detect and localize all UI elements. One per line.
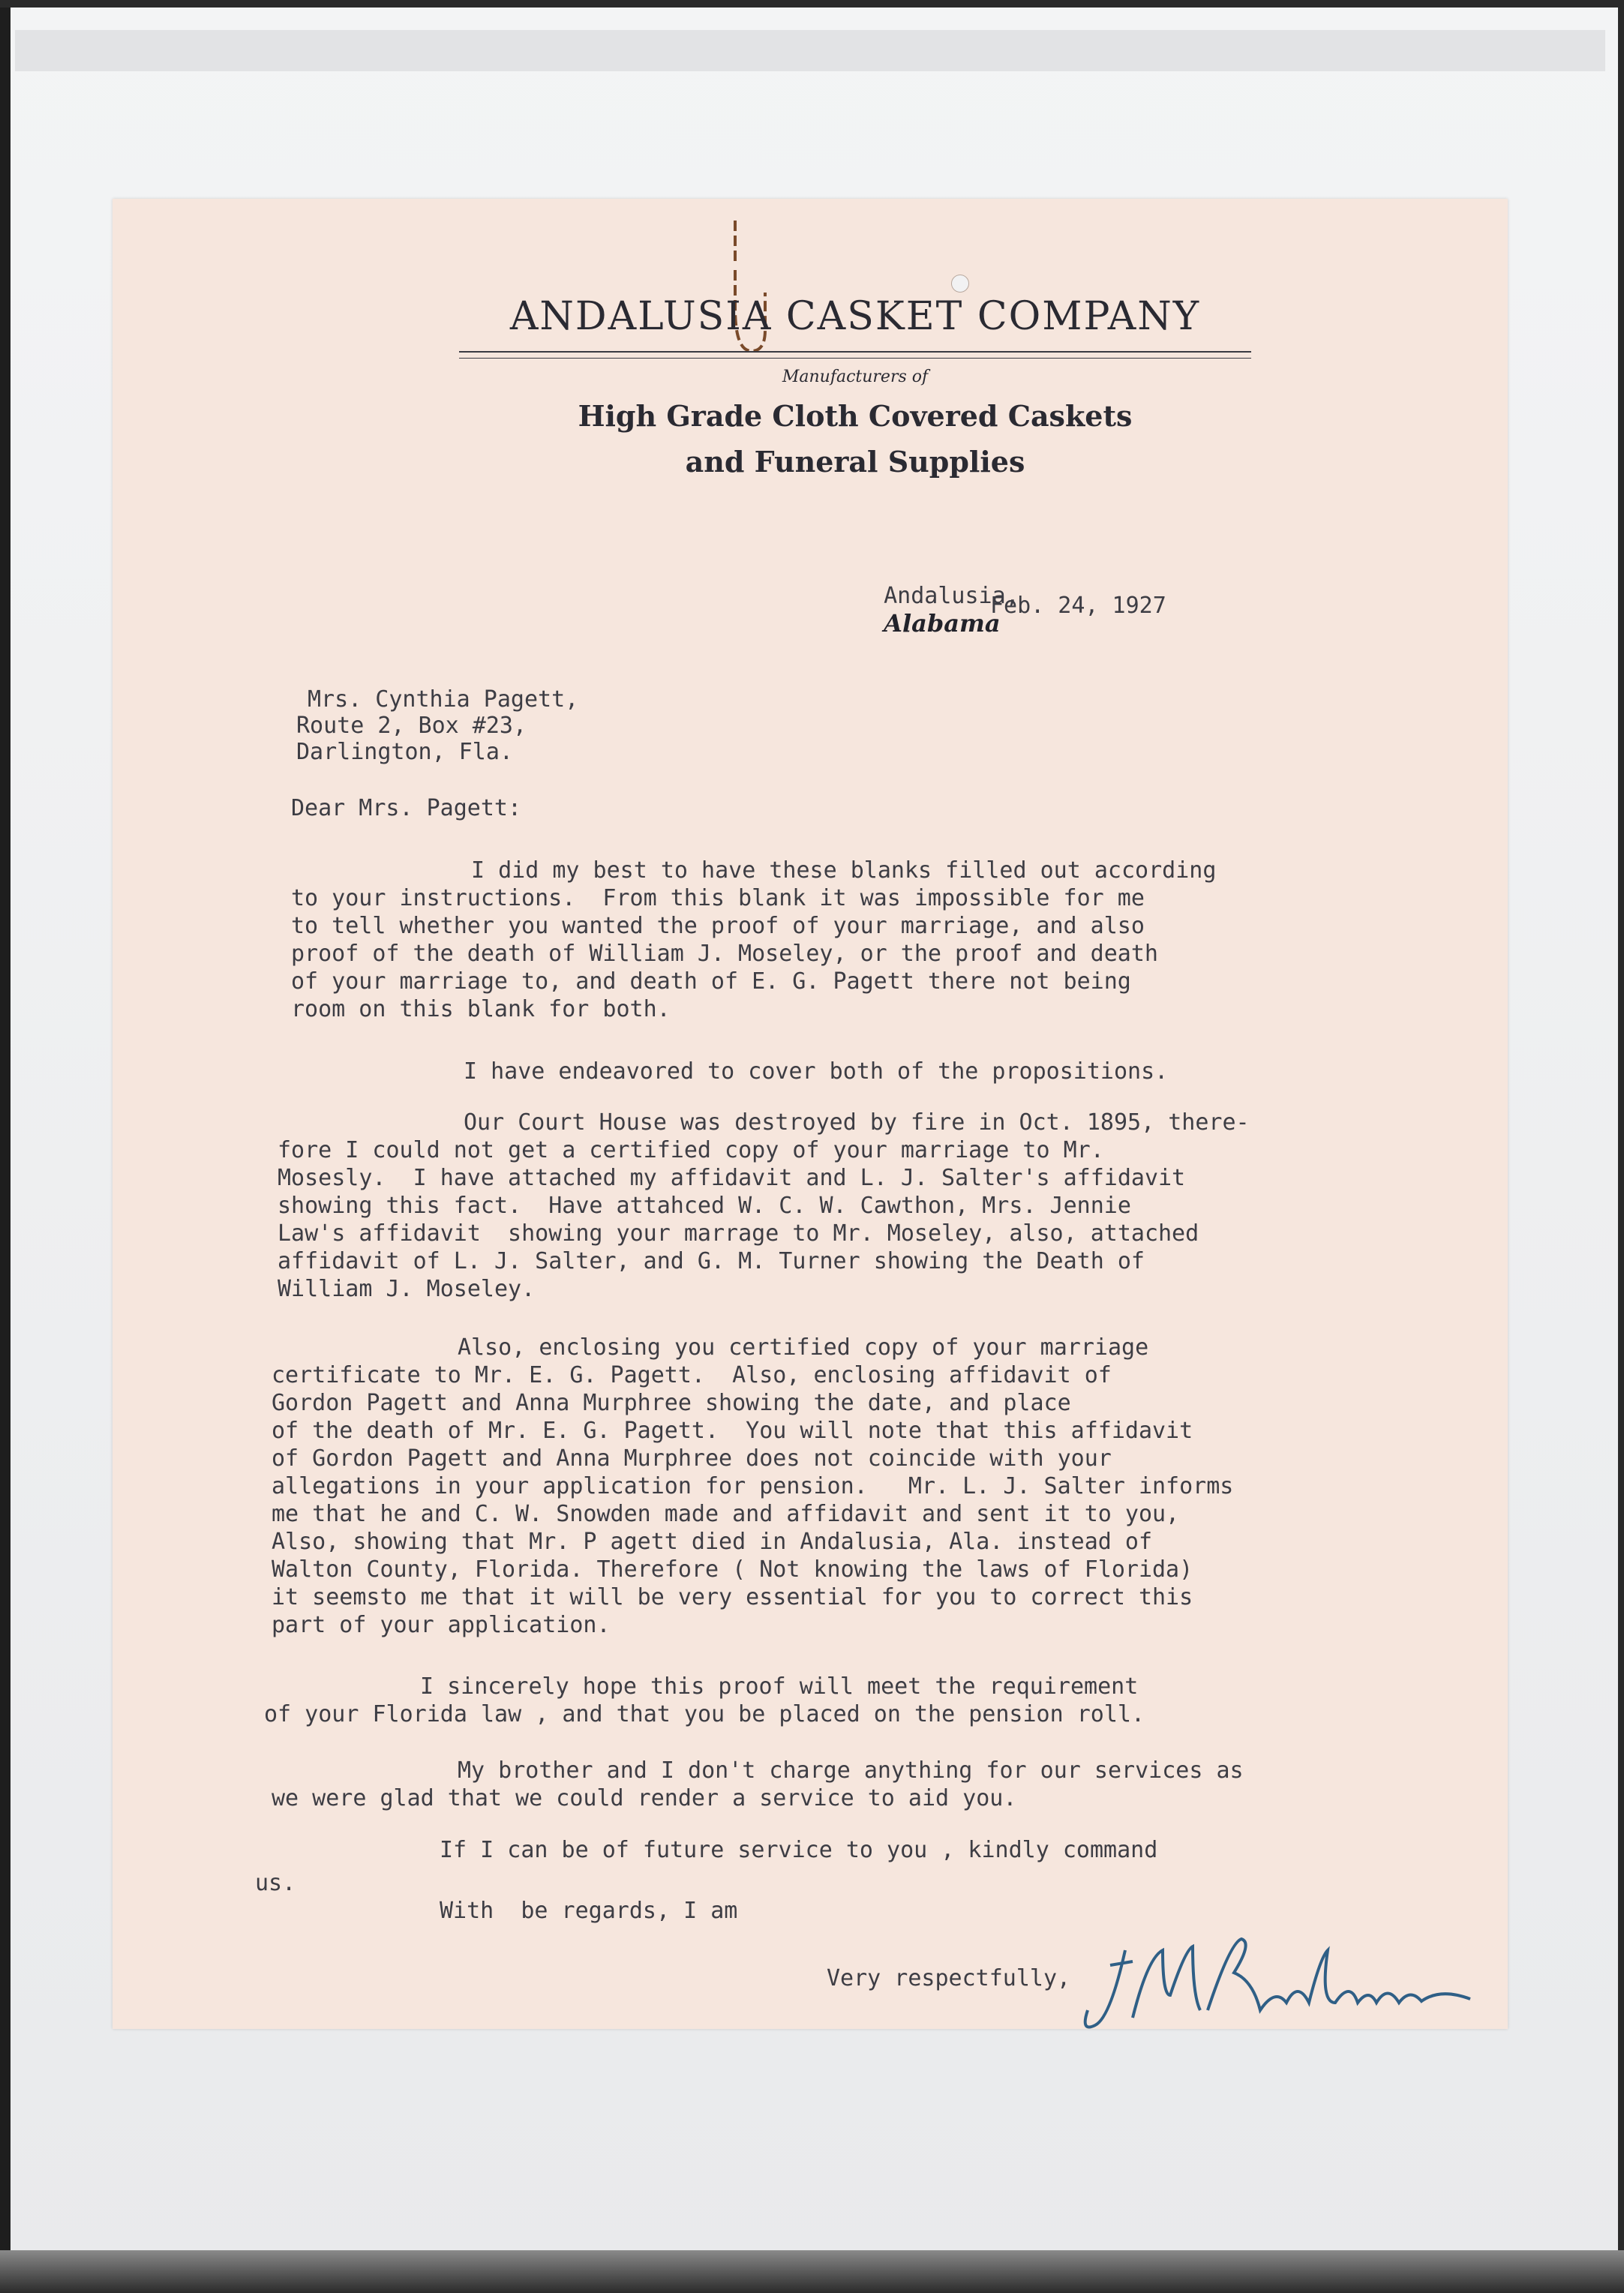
text-line: part of your application. xyxy=(272,1612,611,1638)
text-line: of Gordon Pagett and Anna Murphree does not coincide with your xyxy=(272,1445,1112,1472)
text-line: room on this blank for both. xyxy=(291,996,671,1022)
scanner-top-band xyxy=(15,30,1605,71)
recipient-address-2: Darlington, Fla. xyxy=(296,739,513,765)
scanner-top-edge xyxy=(0,0,1624,8)
text-line: to your instructions. From this blank it was impossible for me xyxy=(291,885,1145,911)
scanner-left-edge xyxy=(0,0,11,2293)
text-line: Mosesly. I have attached my affidavit and L. J. Salter's affidavit xyxy=(278,1165,1186,1191)
text-line: Gordon Pagett and Anna Murphree showing the date, and place xyxy=(272,1390,1071,1416)
manufacturers-of: Manufacturers of xyxy=(782,368,929,386)
text-line: affidavit of L. J. Salter, and G. M. Turner showing the Death of xyxy=(278,1248,1145,1274)
text-line: of the death of Mr. E. G. Pagett. You will note that this affidavit xyxy=(272,1418,1193,1444)
signature xyxy=(1080,1928,1500,2040)
product-line-2: and Funeral Supplies xyxy=(685,445,1025,479)
text-line: me that he and C. W. Snowden made and affidavit and sent it to you, xyxy=(272,1501,1180,1527)
text-line: showing this fact. Have attahced W. C. W. Cawthon, Mrs. Jennie xyxy=(278,1193,1131,1219)
text-line: fore I could not get a certified copy of your marriage to Mr. xyxy=(278,1137,1104,1163)
scanner-bottom-edge xyxy=(0,2250,1624,2293)
text-line: Also, showing that Mr. P agett died in Andalusia, Ala. instead of xyxy=(272,1529,1152,1555)
product-line-1: High Grade Cloth Covered Caskets xyxy=(578,399,1133,433)
letterhead-rule-thin xyxy=(459,358,1251,359)
recipient-name: Mrs. Cynthia Pagett, xyxy=(308,686,579,713)
text-line: If I can be of future service to you , kindly command xyxy=(440,1837,1158,1863)
salutation: Dear Mrs. Pagett: xyxy=(291,795,522,821)
paragraph-4 xyxy=(272,1334,1233,1639)
text-line: William J. Moseley. xyxy=(278,1276,536,1302)
text-line: My brother and I don't charge anything for our services as xyxy=(458,1757,1244,1784)
dateline-city: Andalusia, Alabama xyxy=(884,583,1019,638)
paragraph-2 xyxy=(464,1058,1168,1085)
company-name: ANDALUSIA CASKET COMPANY xyxy=(509,294,1201,339)
letterhead-rule xyxy=(459,351,1251,353)
text-line: Walton County, Florida. Therefore ( Not knowing the laws of Florida) xyxy=(272,1556,1193,1583)
text-line: certificate to Mr. E. G. Pagett. Also, enclosing affidavit of xyxy=(272,1362,1112,1388)
text-line: Our Court House was destroyed by fire in Oct. 1895, there- xyxy=(464,1109,1250,1136)
text-line: of your marriage to, and death of E. G. Pagett there not being xyxy=(291,968,1131,995)
text-line: proof of the death of William J. Moseley, or the proof and death xyxy=(291,941,1158,967)
dateline-state: Alabama xyxy=(884,609,1001,638)
text-line: allegations in your application for pension. Mr. L. J. Salter informs xyxy=(272,1473,1234,1499)
punch-hole xyxy=(951,275,969,293)
text-line: to tell whether you wanted the proof of your marriage, and also xyxy=(291,913,1145,939)
paragraph-1 xyxy=(291,857,1216,1023)
text-line: it seemsto me that it will be very essential for you to correct this xyxy=(272,1584,1193,1610)
paragraph-8: With be regards, I am xyxy=(440,1898,738,1924)
paragraph-5 xyxy=(264,1673,1145,1728)
closing: Very respectfully, xyxy=(827,1965,1071,1991)
text-line: we were glad that we could render a service to aid you. xyxy=(272,1785,1017,1811)
paragraph-6 xyxy=(272,1757,1244,1812)
text-line: I did my best to have these blanks filled out according xyxy=(471,857,1217,884)
scanner-right-edge xyxy=(1618,0,1624,2293)
text-line: Law's affidavit showing your marrage to Mr. Moseley, also, attached xyxy=(278,1220,1199,1247)
text-line: of your Florida law , and that you be placed on the pension roll. xyxy=(264,1701,1145,1727)
paragraph-7 xyxy=(440,1836,1157,1864)
paragraph-7-continuation: us. xyxy=(255,1870,296,1896)
text-line: I sincerely hope this proof will meet the requirement xyxy=(420,1673,1139,1700)
text-line: I have endeavored to cover both of the propositions. xyxy=(464,1058,1169,1085)
text-line: Also, enclosing you certified copy of your marriage xyxy=(458,1334,1149,1361)
recipient-address-1: Route 2, Box #23, xyxy=(296,713,527,739)
paragraph-3 xyxy=(278,1109,1250,1303)
dateline-date: Feb. 24, 1927 xyxy=(990,593,1166,619)
